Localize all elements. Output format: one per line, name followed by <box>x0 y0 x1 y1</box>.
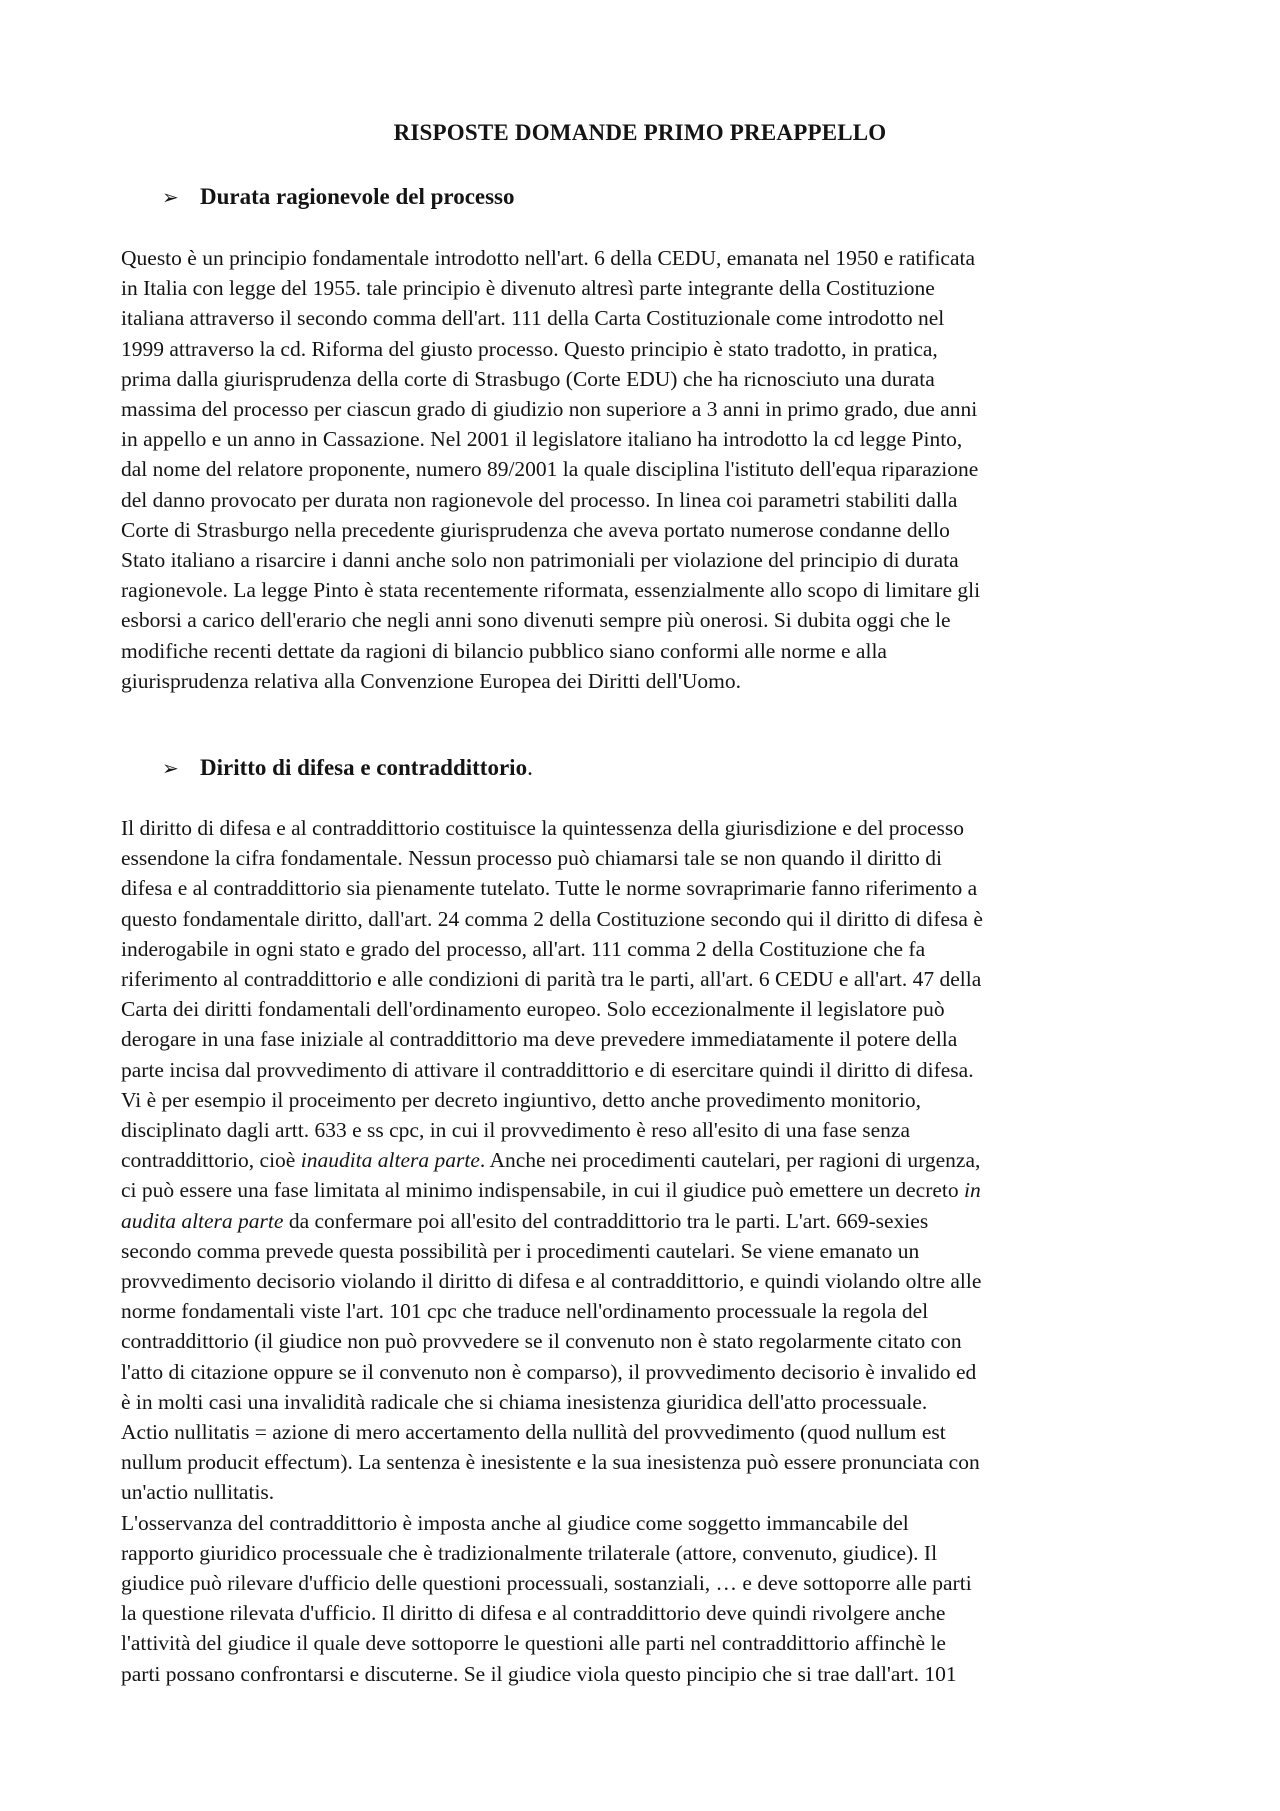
text-line: giurisprudenza relativa alla Convenzione Europea dei Diritti dell'Uomo. <box>121 668 742 693</box>
text-line: rapporto giuridico processuale che è tradizionalmente trilaterale (attore, convenuto, giudice). Il <box>121 1540 938 1565</box>
text-line: parti possano confrontarsi e discuterne. Se il giudice viola questo pincipio che si trae dall'art. 101 <box>121 1661 957 1686</box>
text-line: parte incisa dal provvedimento di attivare il contraddittorio e di esercitare quindi il diritto di difesa. <box>121 1057 974 1082</box>
text-line: Corte di Strasburgo nella precedente giurisprudenza che aveva portato numerose condanne dello <box>121 517 950 542</box>
text-line: norme fondamentali viste l'art. 101 cpc che traduce nell'ordinamento processuale la regola del <box>121 1299 929 1324</box>
text-line: l'attività del giudice il quale deve sottoporre le questioni alle parti nel contraddittorio affinchè le <box>121 1631 946 1656</box>
text-line: massima del processo per ciascun grado di giudizio non superiore a 3 anni in primo grado, due anni <box>121 397 978 422</box>
section-heading-difesa <box>162 755 533 781</box>
text-line: giudice può rilevare d'ufficio delle questioni processuali, sostanziali, … e deve sottoporre alle parti <box>121 1571 972 1596</box>
text-line: Carta dei diritti fondamentali dell'ordinamento europeo. Solo eccezionalmente il legislatore può <box>121 997 945 1022</box>
text-line: derogare in una fase iniziale al contraddittorio ma deve prevedere immediatamente il potere della <box>121 1027 958 1052</box>
text-line: prima dalla giurisprudenza della corte di Strasbugo (Corte EDU) che ha ricnosciuto una durata <box>121 366 935 391</box>
text-line: italiana attraverso il secondo comma dell'art. 111 della Carta Costituzionale come introdotto nel <box>121 306 945 331</box>
text-line: inderogabile in ogni stato e grado del processo, all'art. 111 comma 2 della Costituzione che fa <box>121 936 926 961</box>
text-line: Stato italiano a risarcire i danni anche solo non patrimoniali per violazione del principio di durata <box>121 548 959 573</box>
text-run: ci può essere una fase limitata al minimo indispensabile, in cui il giudice può emettere un decreto <box>121 1178 965 1203</box>
text-line: esborsi a carico dell'erario che negli anni sono divenuti sempre più onerosi. Si dubita oggi che le <box>121 608 951 633</box>
section-heading-durata <box>162 184 515 210</box>
text-line: l'atto di citazione oppure se il convenuto non è comparso), il provvedimento decisorio è invalido ed <box>121 1359 977 1384</box>
text-line: Il diritto di difesa e al contraddittorio costituisce la quintessenza della giurisdizione e del processo <box>121 816 965 840</box>
text-line: un'actio nullitatis. <box>121 1480 275 1505</box>
text-line <box>121 1206 1181 1236</box>
document-title: RISPOSTE DOMANDE PRIMO PREAPPELLO <box>393 120 887 145</box>
text-line: secondo comma prevede questa possibilità per i procedimenti cautelari. Se viene emanato un <box>121 1238 920 1263</box>
italic-latin-phrase: in <box>964 1178 981 1203</box>
text-line: ragionevole. La legge Pinto è stata recentemente riformata, essenzialmente allo scopo di limitare gli <box>121 578 981 603</box>
text-line: dal nome del relatore proponente, numero 89/2001 la quale disciplina l'istituto dell'equa riparazione <box>121 457 979 482</box>
text-line: 1999 attraverso la cd. Riforma del giusto processo. Questo principio è stato tradotto, in pratica, <box>121 336 938 361</box>
italic-latin-phrase: inaudita altera parte <box>300 1148 480 1173</box>
text-line: L'osservanza del contraddittorio è imposta anche al giudice come soggetto immancabile del <box>121 1510 909 1535</box>
text-line: essendone la cifra fondamentale. Nessun processo può chiamarsi tale se non quando il diritto di <box>121 846 942 871</box>
text-line: Vi è per esempio il proceimento per decreto ingiuntivo, detto anche provedimento monitorio, <box>121 1087 921 1112</box>
paragraph-durata <box>121 243 1181 696</box>
text-line: questo fondamentale diritto, dall'art. 24 comma 2 della Costituzione secondo qui il diritto di difesa è <box>121 906 983 931</box>
paragraph-difesa <box>121 813 1181 1689</box>
text-line: nullum producit effectum). La sentenza è inesistente e la sua inesistenza può essere pronunciata con <box>121 1450 980 1475</box>
arrow-bullet-icon: ➢ <box>162 758 179 780</box>
text-line <box>121 1175 1181 1205</box>
text-line: è in molti casi una invalidità radicale che si chiama inesistenza giuridica dell'atto processuale. <box>121 1389 928 1414</box>
text-line <box>121 1145 1181 1175</box>
text-line: in appello e un anno in Cassazione. Nel 2001 il legislatore italiano ha introdotto la cd legge Pinto, <box>121 427 963 452</box>
text-run: contraddittorio, cioè <box>121 1148 301 1173</box>
text-line: disciplinato dagli artt. 633 e ss cpc, in cui il provvedimento è reso all'esito di una fase senza <box>121 1118 911 1143</box>
text-run: da confermare poi all'esito del contraddittorio tra le parti. L'art. 669-sexies <box>283 1208 929 1233</box>
text-line: in Italia con legge del 1955. tale principio è divenuto altresì parte integrante della Costituzione <box>121 276 935 301</box>
text-line: difesa e al contraddittorio sia pienamente tutelato. Tutte le norme sovraprimarie fanno riferimento a <box>121 876 978 901</box>
text-line: contraddittorio (il giudice non può provvedere se il convenuto non è stato regolarmente citato con <box>121 1329 962 1354</box>
section-heading-text: Durata ragionevole del processo <box>200 184 515 209</box>
section-heading-text: Diritto di difesa e contraddittorio <box>200 755 528 780</box>
text-line: riferimento al contraddittorio e alle condizioni di parità tra le parti, all'art. 6 CEDU e all'art. 47 della <box>121 967 982 992</box>
text-line: modifiche recenti dettate da ragioni di bilancio pubblico siano conformi alle norme e alla <box>121 638 887 663</box>
arrow-bullet-icon: ➢ <box>162 187 179 209</box>
text-line: provvedimento decisorio violando il diritto di difesa e al contraddittorio, e quindi violando oltre alle <box>121 1269 982 1294</box>
text-line: del danno provocato per durata non ragionevole del processo. In linea coi parametri stabiliti dalla <box>121 487 958 512</box>
section-heading-period: . <box>527 755 533 780</box>
text-line: la questione rilevata d'ufficio. Il diritto di difesa e al contraddittorio deve quindi rivolgere anche <box>121 1601 946 1626</box>
text-line: Actio nullitatis = azione di mero accertamento della nullità del provvedimento (quod nullum est <box>121 1420 946 1445</box>
text-line: Questo è un principio fondamentale introdotto nell'art. 6 della CEDU, emanata nel 1950 e ratificata <box>121 246 976 270</box>
text-run: . Anche nei procedimenti cautelari, per ragioni di urgenza, <box>479 1148 981 1173</box>
italic-latin-phrase: audita altera parte <box>121 1208 284 1233</box>
